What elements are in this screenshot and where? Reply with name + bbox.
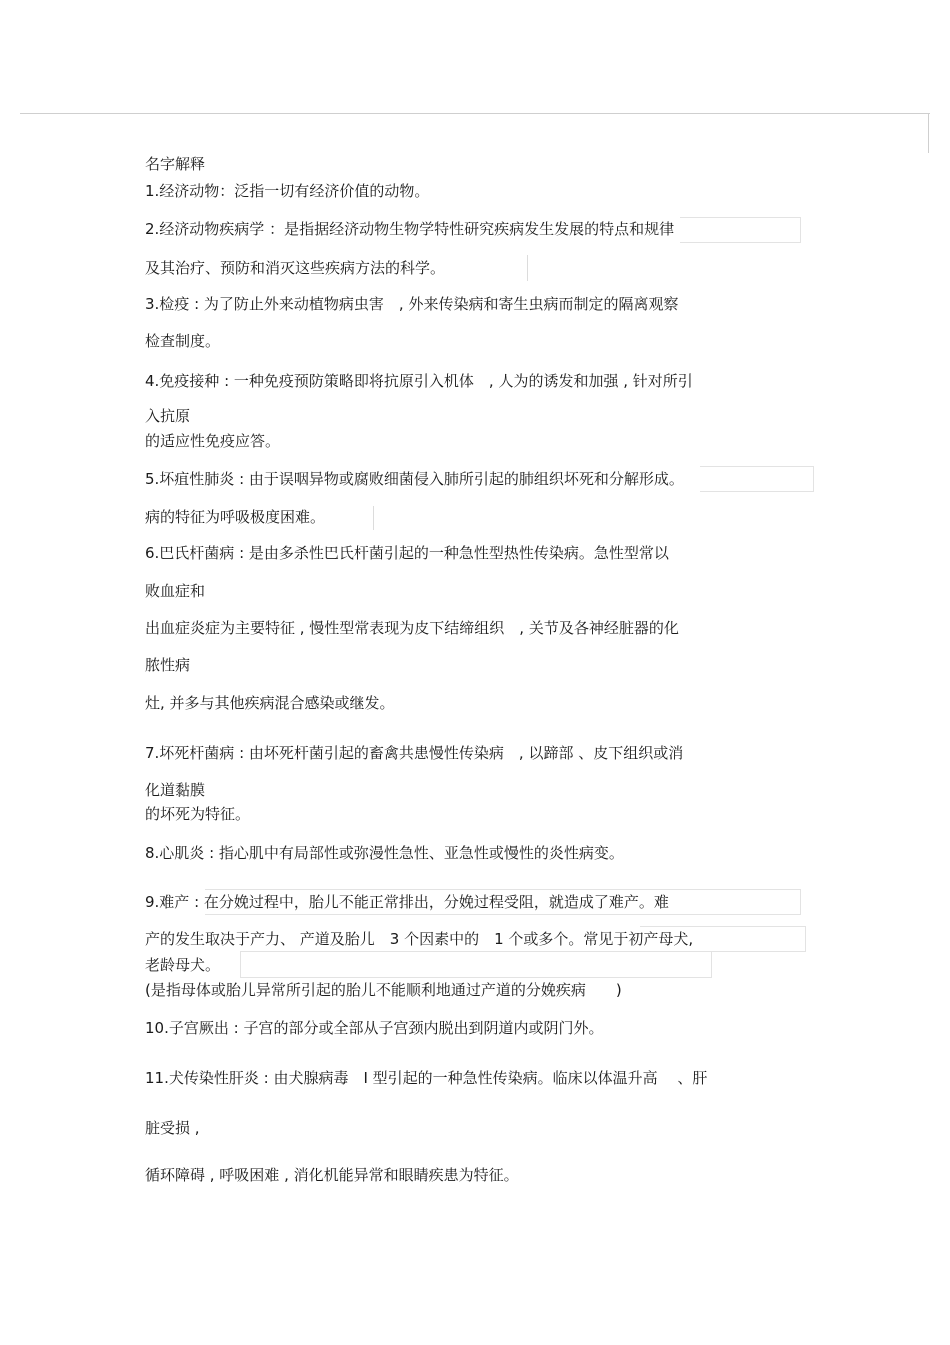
term-6-line-5: 灶, 并多与其他疾病混合感染或继发。 — [145, 694, 395, 712]
term-9-note: (是指母体或胎儿异常所引起的胎儿不能顺利地通过产道的分娩疾病 ) — [145, 981, 622, 999]
term-7-line-3: 的坏死为特征。 — [145, 805, 251, 823]
term-4-line-3: 的适应性免疫应答。 — [145, 432, 281, 450]
header-rule — [20, 113, 930, 114]
term-6-line-2: 败血症和 — [145, 582, 206, 600]
term-6-line-1: 6.巴氏杆菌病 : 是由多杀性巴氏杆菌引起的一种急性型热性传染病。急性型常以 — [145, 544, 669, 562]
term-3-line-2: 检查制度。 — [145, 332, 221, 350]
term-11-line-3: 循环障碍 , 呼吸困难 , 消化机能异常和眼睛疾患为特征。 — [145, 1166, 519, 1184]
term-10: 10.子宫厥出 : 子宫的部分或全部从子宫颈内脱出到阴道内或阴门外。 — [145, 1019, 604, 1037]
term-4-line-1: 4.免疫接种 : 一种免疫预防策略即将抗原引入机体 , 人为的诱发和加强 , 针对所引 — [145, 372, 693, 390]
term-4-line-2: 入抗原 — [145, 407, 191, 425]
term-7-line-1: 7.坏死杆菌病 : 由坏死杆菌引起的畜禽共患慢性传染病 , 以蹄部 、皮下组织或消 — [145, 744, 684, 762]
term-2-line-1: 2.经济动物疾病学 ：是指据经济动物生物学特性研究疾病发生发展的特点和规律 — [145, 220, 675, 238]
header-rule-edge — [928, 113, 929, 153]
term-9-line-3: 老龄母犬。 — [145, 956, 221, 974]
term-6-line-3: 出血症炎症为主要特征 , 慢性型常表现为皮下结缔组织 , 关节及各神经脏器的化 — [145, 619, 679, 637]
scan-box-5 — [700, 466, 814, 492]
term-9-line-1: 9.难产 : 在分娩过程中，胎儿不能正常排出，分娩过程受阻，就造成了难产。难 — [145, 893, 669, 911]
scan-mark — [527, 255, 528, 281]
term-5-line-1: 5.坏疽性肺炎 : 由于误咽异物或腐败细菌侵入肺所引起的肺组织坏死和分解形成。 — [145, 470, 684, 488]
term-11-line-1: 11.犬传染性肝炎 : 由犬腺病毒 I 型引起的一种急性传染病。临床以体温升高 、肝 — [145, 1069, 708, 1087]
term-11-line-2: 脏受损 , — [145, 1119, 200, 1137]
term-1: 1.经济动物：泛指一切有经济价值的动物。 — [145, 182, 430, 200]
term-5-line-2: 病的特征为呼吸极度困难。 — [145, 508, 326, 526]
scan-mark — [373, 506, 374, 530]
scan-box-9c — [240, 951, 712, 978]
section-title: 名字解释 — [145, 155, 206, 173]
term-3-line-1: 3.检疫 : 为了防止外来动植物病虫害 , 外来传染病和寄生虫病而制定的隔离观察 — [145, 295, 679, 313]
term-2-line-2: 及其治疗、预防和消灭这些疾病方法的科学。 — [145, 259, 446, 277]
term-7-line-2: 化道黏膜 — [145, 781, 206, 799]
term-9-line-2: 产的发生取决于产力、 产道及胎儿 3 个因素中的 1 个或多个。常见于初产母犬, — [145, 930, 694, 948]
scan-box-2 — [680, 217, 801, 243]
term-8: 8.心肌炎 : 指心肌中有局部性或弥漫性急性、亚急性或慢性的炎性病变。 — [145, 844, 624, 862]
term-6-line-4: 脓性病 — [145, 656, 191, 674]
